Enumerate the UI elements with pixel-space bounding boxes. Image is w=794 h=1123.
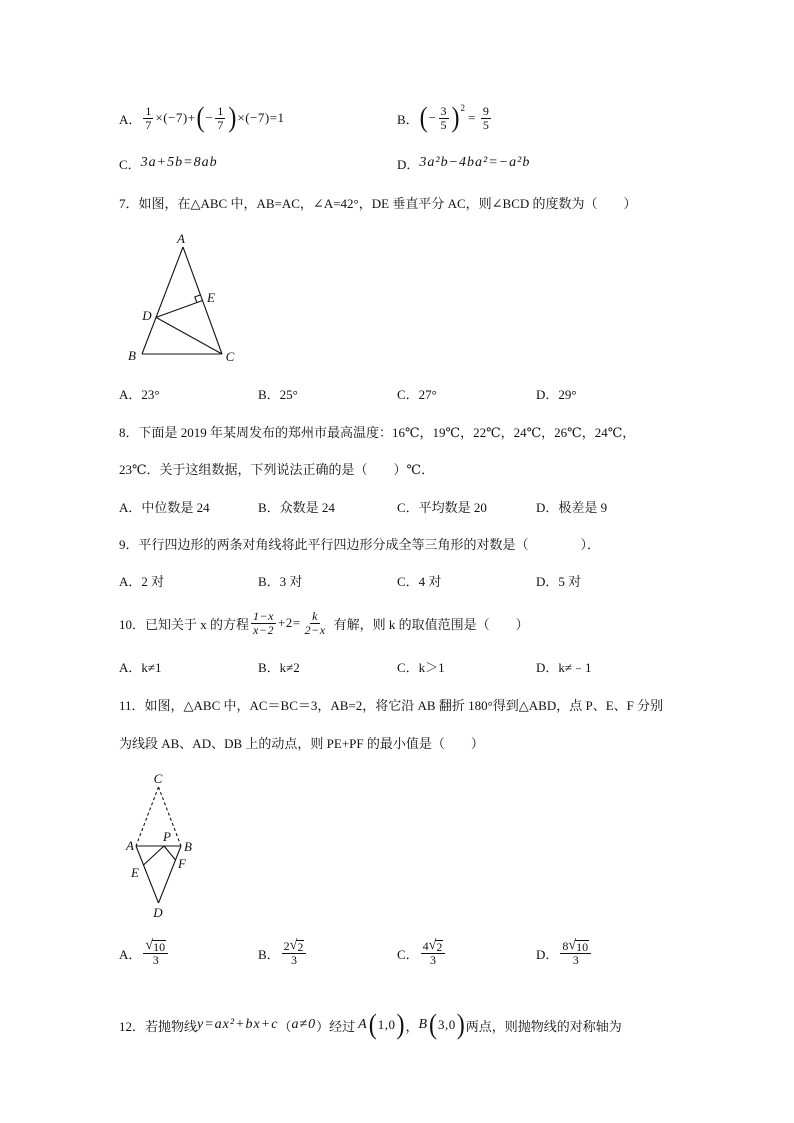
math-expression: 3a²b−4ba²=−a²b bbox=[419, 155, 531, 170]
stem-text: 经过 bbox=[329, 1018, 356, 1034]
radical-sign: √ bbox=[145, 938, 154, 953]
condition: a≠0 bbox=[291, 1017, 317, 1032]
stem-text: 有解，则 k 的取值范围是（ ） bbox=[333, 616, 529, 632]
q7-option-b[interactable]: B．25° bbox=[258, 386, 298, 402]
q11-stem-line2: 为线段 AB、AD、DB 上的动点，则 PE+PF 的最小值是（ ） bbox=[119, 735, 484, 751]
minus-sign: − bbox=[205, 110, 214, 125]
exponent: 2 bbox=[460, 103, 466, 113]
point-a-name: A bbox=[358, 1017, 368, 1032]
fraction bbox=[282, 939, 307, 967]
q7-triangle-figure bbox=[120, 228, 245, 368]
label-point-b: B bbox=[128, 348, 136, 363]
math-text: ×(−7)+ bbox=[155, 110, 196, 125]
numerator bbox=[421, 939, 446, 954]
right-paren: ) bbox=[451, 102, 460, 134]
q8-option-b[interactable]: B．众数是 24 bbox=[258, 499, 335, 515]
q10-option-c[interactable]: C．k＞1 bbox=[397, 659, 445, 675]
q8-option-a[interactable]: A．中位数是 24 bbox=[119, 499, 210, 515]
label-point-d: D bbox=[142, 308, 152, 323]
numerator: 1 bbox=[217, 103, 224, 118]
point-b-name: B bbox=[418, 1017, 429, 1032]
q11-option-a[interactable] bbox=[119, 936, 170, 970]
radical-sign: √ bbox=[568, 938, 577, 953]
fraction bbox=[251, 610, 276, 637]
point-a-coords: 1,0 bbox=[377, 1017, 396, 1032]
q7-option-c[interactable]: C．27° bbox=[397, 386, 437, 402]
q6-option-b[interactable] bbox=[397, 101, 493, 135]
fraction bbox=[143, 939, 168, 967]
point-b-coords: 3,0 bbox=[438, 1017, 456, 1032]
denominator: 3 bbox=[291, 953, 298, 967]
q12-stem bbox=[119, 1008, 622, 1042]
coefficient: 2 bbox=[283, 939, 290, 953]
option-label: A． bbox=[119, 946, 142, 962]
option-label: D． bbox=[536, 946, 559, 962]
label-point-e: E bbox=[207, 290, 215, 305]
right-paren: ) bbox=[396, 1009, 405, 1041]
denominator: 5 bbox=[482, 117, 489, 132]
coefficient: 4 bbox=[422, 939, 429, 953]
numerator: 9 bbox=[482, 103, 489, 118]
label-point-d: D bbox=[153, 905, 163, 920]
q9-option-b[interactable]: B．3 对 bbox=[258, 573, 303, 589]
q11-stem-line1: 11．如图，△ABC 中，AC＝BC＝3，AB=2，将它沿 AB 翻折 180°得到△ABD，点 P、E、F 分别 bbox=[119, 697, 664, 713]
option-label: B． bbox=[397, 111, 419, 127]
dashed-segment-ca bbox=[136, 787, 159, 846]
left-paren: ( bbox=[368, 1009, 377, 1041]
radicand: 10 bbox=[153, 940, 166, 954]
q6-option-a[interactable] bbox=[119, 101, 285, 135]
q7-option-a[interactable]: A．23° bbox=[119, 386, 160, 402]
right-paren: ) bbox=[456, 1009, 465, 1041]
separator: ， bbox=[405, 1018, 419, 1034]
numerator bbox=[560, 939, 591, 954]
segment-ab bbox=[142, 247, 183, 354]
stem-text: 两点，则抛物线的对称轴为 bbox=[465, 1018, 622, 1034]
q10-option-b[interactable]: B．k≠2 bbox=[258, 659, 300, 675]
denominator: 5 bbox=[440, 117, 447, 132]
fraction bbox=[215, 105, 225, 132]
q9-stem: 9．平行四边形的两条对角线将此平行四边形分成全等三角形的对数是（ ）． bbox=[119, 536, 601, 552]
fraction bbox=[481, 105, 491, 132]
option-label: C． bbox=[397, 946, 419, 962]
left-paren: ( bbox=[419, 102, 428, 134]
left-paren: ( bbox=[196, 102, 205, 134]
segment-de bbox=[156, 301, 203, 318]
radicand: 2 bbox=[297, 940, 304, 954]
denominator: x−2 bbox=[253, 622, 274, 637]
fraction bbox=[303, 610, 328, 637]
q11-option-b[interactable] bbox=[258, 936, 308, 970]
numerator: 1−x bbox=[253, 608, 274, 623]
q7-option-d[interactable]: D．29° bbox=[536, 386, 577, 402]
denominator: 7 bbox=[217, 117, 224, 132]
label-point-b: B bbox=[184, 839, 192, 854]
radical-sign: √ bbox=[289, 938, 298, 953]
fraction bbox=[439, 105, 449, 132]
parabola-equation: y=ax²+bx+c bbox=[197, 1017, 279, 1032]
stem-text: 12．若抛物线 bbox=[119, 1018, 198, 1034]
label-point-e: E bbox=[131, 865, 139, 880]
numerator: k bbox=[312, 608, 318, 623]
segment-dc bbox=[156, 317, 222, 354]
q9-option-d[interactable]: D．5 对 bbox=[536, 573, 582, 589]
numerator: 3 bbox=[440, 103, 447, 118]
q10-option-d[interactable]: D．k≠﹣1 bbox=[536, 659, 592, 675]
q10-stem bbox=[119, 606, 529, 640]
label-point-c: C bbox=[225, 349, 235, 364]
radical-sign: √ bbox=[428, 938, 437, 953]
q7-stem: 7．如图，在△ABC 中，AB=AC，∠A=42°，DE 垂直平分 AC，则∠BCD 的度数为（ ） bbox=[119, 195, 637, 211]
q8-stem-line1: 8．下面是 2019 年某周发布的郑州市最高温度：16℃，19℃，22℃，24℃，26℃，24℃， bbox=[119, 424, 636, 440]
q11-option-d[interactable] bbox=[536, 936, 593, 970]
denominator: 3 bbox=[430, 953, 437, 967]
denominator: 2−x bbox=[304, 622, 326, 637]
equals-sign: = bbox=[468, 110, 476, 125]
option-label: C． bbox=[119, 156, 141, 172]
q6-option-c[interactable] bbox=[119, 153, 218, 173]
denominator: 3 bbox=[572, 953, 579, 967]
fraction bbox=[560, 939, 591, 967]
label-point-a: A bbox=[126, 838, 134, 853]
minus-sign: − bbox=[428, 110, 437, 125]
label-point-a: A bbox=[177, 231, 185, 246]
denominator: 7 bbox=[145, 117, 152, 132]
coefficient: 8 bbox=[562, 939, 569, 953]
q8-stem-line2: 23℃．关于这组数据，下列说法正确的是（ ）℃． bbox=[119, 461, 435, 477]
option-label: D． bbox=[397, 156, 420, 172]
paren-close: ） bbox=[316, 1018, 330, 1034]
q8-option-c[interactable]: C．平均数是 20 bbox=[397, 499, 487, 515]
math-text: +2= bbox=[277, 615, 301, 630]
numerator: 1 bbox=[145, 103, 152, 118]
numerator bbox=[143, 939, 168, 954]
math-text: ×(−7)=1 bbox=[237, 110, 285, 125]
radicand: 10 bbox=[576, 940, 589, 954]
segment-bd bbox=[159, 846, 182, 903]
stem-text: 10．已知关于 x 的方程 bbox=[119, 616, 250, 632]
q11-folded-triangle-figure bbox=[115, 766, 200, 922]
paren-open: （ bbox=[278, 1018, 292, 1034]
denominator: 3 bbox=[152, 953, 159, 967]
numerator bbox=[282, 939, 307, 954]
fraction bbox=[421, 939, 446, 967]
fraction bbox=[143, 105, 153, 132]
q11-option-c[interactable] bbox=[397, 936, 447, 970]
label-point-c: C bbox=[153, 771, 163, 786]
option-label: A． bbox=[119, 111, 142, 127]
q8-option-d[interactable]: D．极差是 9 bbox=[536, 499, 608, 515]
label-point-f: F bbox=[178, 856, 186, 871]
q10-option-a[interactable]: A．k≠1 bbox=[119, 659, 162, 675]
math-expression: 3a+5b=8ab bbox=[140, 155, 218, 170]
option-label: B． bbox=[258, 946, 280, 962]
radicand: 2 bbox=[436, 940, 443, 954]
q9-option-c[interactable]: C．4 对 bbox=[397, 573, 442, 589]
right-paren: ) bbox=[228, 102, 237, 134]
q6-option-d[interactable] bbox=[397, 153, 530, 173]
segment-pf bbox=[164, 846, 176, 860]
label-point-p: P bbox=[163, 829, 171, 844]
left-paren: ( bbox=[429, 1009, 438, 1041]
segment-pe bbox=[144, 846, 165, 865]
q9-option-a[interactable]: A．2 对 bbox=[119, 573, 165, 589]
